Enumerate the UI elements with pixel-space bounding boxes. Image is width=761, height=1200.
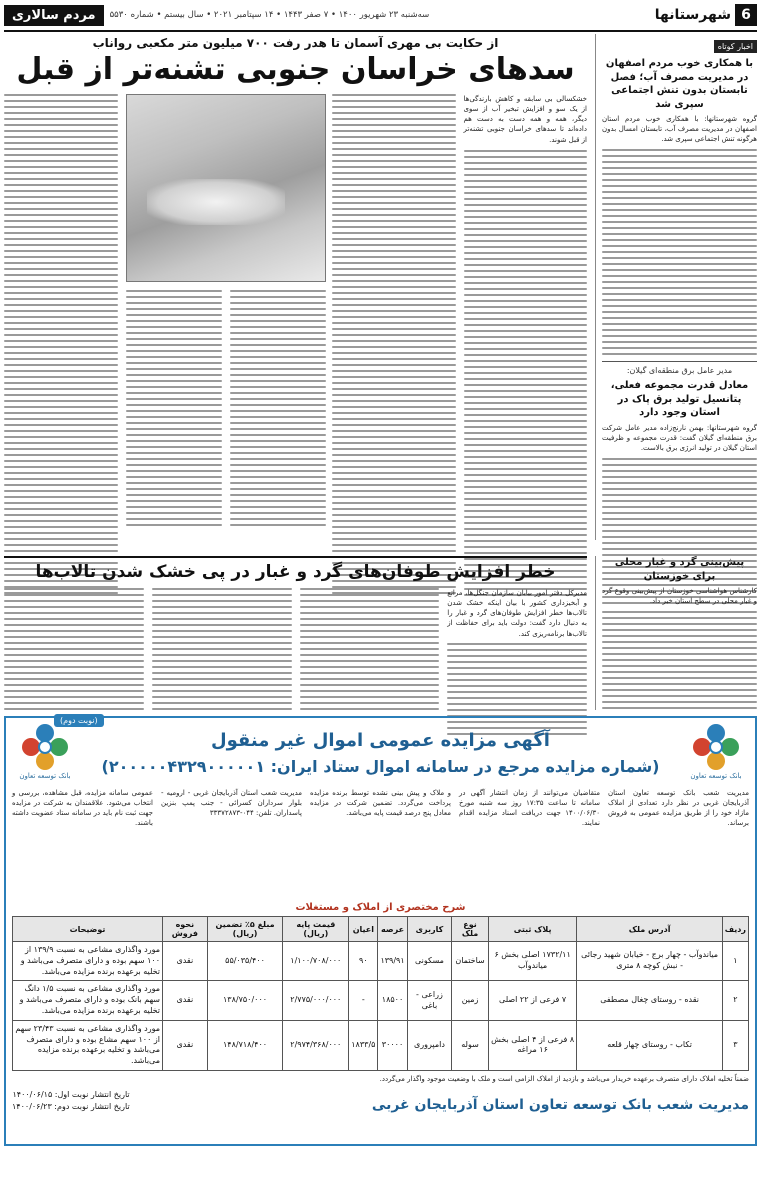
column-header: اعیان [349,917,378,942]
flower-icon [693,724,739,770]
property-table [12,916,749,1071]
news-sidebar-lower [595,556,757,710]
table-cell: ۸ فرعی از ۴ اصلی بخش ۱۶ مراغه [488,1020,577,1070]
article2-headline: خطر افزایش طوفان‌های گرد و غبار در پی خشک شدن تالاب‌ها [4,556,587,582]
column-header: عرصه [378,917,407,942]
table-row [13,1020,749,1070]
header-rule [4,30,757,32]
main-article [4,34,587,546]
table-header-row [13,917,749,942]
table-cell: نقدی [163,942,208,981]
ad-insertion-badge: (نوبت دوم) [54,714,104,727]
table-cell: ۲/۹۷۴/۳۶۸/۰۰۰ [283,1020,349,1070]
table-cell: نقده - روستای چغال مصطفی [577,981,722,1020]
table-cell: زمین [452,981,488,1020]
ad-text-columns [12,788,749,898]
sidebar-kicker: اخبار کوتاه [714,40,757,53]
ad-column: عمومی سامانه مزایده، قبل مشاهده، بررسی و انتخاب می‌شود. علاقمندان به شرکت در مزایده جهت ثبت نام باید در سامانه ستاد عضویت داشته باشند. [12,789,153,828]
table-cell: مسکونی [407,942,452,981]
article-column-left [4,94,118,594]
column-header: نحوه فروش [163,917,208,942]
column-header: پلاک ثبتی [488,917,577,942]
text-lines [602,149,757,355]
newspaper-logo: مردم سالاری [4,5,104,26]
table-cell: ۱/۱۰۰/۷۰۸/۰۰۰ [283,942,349,981]
table-cell: ۱۳۸/۷۵۰/۰۰۰ [207,981,283,1020]
section-title: شهرستانها [654,7,731,23]
table-cell: ۱۳۹/۹۱ [378,942,407,981]
article-column [464,94,588,596]
table-cell: ۵۵/۰۳۵/۴۰۰ [207,942,283,981]
ad-footnote: ضمناً تخلیه املاک دارای متصرف برعهده خریدار می‌باشد و بازدید از املاک الزامی است و ملک با وضعیت موجود واگذار می‌گردد. [379,1074,749,1083]
table-cell: ۳۰۰۰۰ [378,1020,407,1070]
table-cell: ۲ [722,981,748,1020]
ad-heading: آگهی مزایده عمومی اموال غیر منقول [211,730,550,751]
article-columns-below [126,290,326,526]
table-cell: دامپروری [407,1020,452,1070]
table-cell: تکاب - روستای چهار قلعه [577,1020,722,1070]
article-lede: خشکسالی بی سابقه و کاهش بارندگی‌ها از یک سو و افزایش تبخیر آب از سوی دیگر، همه و همه دست به دست هم داده‌اند تا سدهای خراسان جنوبی تشنه‌تر از قبل شوند. [463,95,587,144]
sidebar-headline-3: پیش‌بینی گرد و غبار محلی برای خوزستان [614,557,745,582]
ad-column: و ملاک و پیش بینی نشده توسط برنده مزایده پرداخت می‌گردد. تضمین شرکت در مزایده معادل پنج درصد قیمت پایه می‌باشد. [310,789,451,818]
ad-column: مدیریت شعب استان آذربایجان غربی - ارومیه - بلوار سرداران کسرائی - جنب پمپ بنزین پاسداران. تلفن: ۰۴۴-۳۳۳۷۲۸۷۳ [161,789,302,818]
article2-lede: مدیرکل دفتر امور بیابان سازمان جنگل‌ها، مراتع و آبخیزداری کشور با بیان اینکه خشک شدن تالاب‌ها خطر افزایش طوفان‌های گرد و غبار را به دنبال دارد گفت: دولت باید برای حفاظت از تالاب‌ها برنامه‌ریزی کند. [447,589,587,638]
article-columns-right [332,94,587,596]
column-header: قیمت پایه (ریال) [283,917,349,942]
first-publication-date: تاریخ انتشار نوبت اول: ۱۴۰۰/۰۶/۱۵ [12,1089,130,1099]
table-cell: ۱ [722,942,748,981]
issue-date: سه‌شنبه ۲۳ شهریور ۱۴۰۰ • ۷ صفر ۱۴۴۳ • ۱۴ سپتامبر ۲۰۲۱ • سال بیستم • شماره ۵۵۳۰ [109,10,430,20]
table-cell: ۷ فرعی از ۲۲ اصلی [488,981,577,1020]
article-column [332,94,456,596]
sidebar-headline-2: معادل قدرت مجموعه فعلی، پتانسیل تولید برق پاک در استان وجود دارد [610,380,749,419]
bank-logo [12,724,78,780]
table-cell: ساختمان [452,942,488,981]
table-cell: نقدی [163,1020,208,1070]
table-cell: سوله [452,1020,488,1070]
section-label [655,4,757,26]
table-cell: نقدی [163,981,208,1020]
table-row [13,942,749,981]
column-header: آدرس ملک [577,917,722,942]
bank-logo-caption: بانک توسعه تعاون [690,772,742,780]
sidebar-kicker-2: مدیر عامل برق منطقه‌ای گیلان: [626,366,733,376]
column-header: نوع ملک [452,917,488,942]
flower-icon [22,724,68,770]
publication-dates [12,1089,130,1113]
dust-storm-article [4,556,587,710]
property-table-title: شرح مختصری از املاک و مستغلات [295,902,466,913]
page-number: 6 [735,4,757,26]
table-cell: - [349,981,378,1020]
column-header: مبلغ ۵٪ تضمین (ریال) [207,917,283,942]
column-header: توضیحات [13,917,163,942]
table-cell: ۱۸۵۰۰ [378,981,407,1020]
table-cell: مورد واگذاری مشاعی به نسبت ۱۳۹/۹ از ۱۰۰ سهم بوده و دارای متصرف می‌باشد و تخلیه برعهده برنده مزایده می‌باشد. [13,942,163,981]
ad-column: متقاضیان می‌توانند از زمان انتشار آگهی در سامانه تا ساعت ۱۷:۳۵ روز سه شنبه مورخ ۱۴۰۰/۰۶/۳۰ جهت دریافت اسناد مزایده اقدام نمایند. [459,789,600,828]
table-cell: ۱۸۳۳/۵ [349,1020,378,1070]
column-header: کاربری [407,917,452,942]
ad-column: مدیریت شعب بانک توسعه تعاون استان آذربایجان غربی در نظر دارد تعدادی از املاک مازاد خود را از طریق مزایده عمومی به فروش برساند. [608,789,749,828]
sidebar-headline-1: با همکاری خوب مردم اصفهان در مدیریت مصرف آب؛ فصل تابستان بدون تنش اجتماعی سپری شد [605,58,754,110]
table-cell: ۳ [722,1020,748,1070]
article-photo [126,94,326,282]
page-header [4,2,757,28]
article-headline: سدهای خراسان جنوبی تشنه‌تر از قبل [16,52,575,87]
table-cell: میاندوآب - چهار برج - خیابان شهید رجائی - نبش کوچه ۸ متری [577,942,722,981]
table-cell: ۱۷۳۲/۱۱ اصلی بخش ۶ میاندوآب [488,942,577,981]
second-publication-date: تاریخ انتشار نوبت دوم: ۱۴۰۰/۰۶/۲۳ [12,1101,130,1111]
sidebar-body-2: گروه شهرستانها: بهمن نارنج‌زاده مدیر عامل شرکت برق منطقه‌ای گیلان گفت: قدرت مجموعه و ظرفیت استان گیلان در تولید انرژی برق بالاست. [602,423,757,453]
table-cell: زراعی - باغی [407,981,452,1020]
sidebar-body-3: کارشناس هواشناسی خوزستان از پیش‌بینی وقوع گرد و غبار محلی در سطح استان خبر داد. [602,587,757,606]
auction-advertisement [4,716,757,1146]
table-cell: مورد واگذاری مشاعی به نسبت ۱/۵ دانگ سهم بانک بوده و دارای متصرف می‌باشد و تخلیه برعهده برنده مزایده می‌باشد. [13,981,163,1020]
table-cell: مورد واگذاری مشاعی به نسبت ۲۳/۴۳ سهم از ۱۰۰ سهم مشاع بوده و دارای متصرف می‌باشد و تخلیه برعهده برنده مزایده می‌باشد. [13,1020,163,1070]
sidebar-body-1: گروه شهرستانها: با همکاری خوب مردم استان اصفهان در مدیریت مصرف آب، تابستان امسال بدون هرگونه تنش اجتماعی سپری شد. [602,115,757,144]
article-supertitle: از حکایت بی مهری آسمان تا هدر رفت ۷۰۰ میلیون متر مکعبی رواناب [92,36,499,50]
ad-signature: مدیریت شعب بانک توسعه تعاون استان آذربایجان غربی [371,1096,749,1113]
column-header: ردیف [722,917,748,942]
ad-subheading: (شماره مزایده مرجع در سامانه اموال ستاد ایران: ۲۰۰۰۰۰۴۳۲۹۰۰۰۰۰۱) [101,757,660,776]
table-cell: ۲/۷۷۵/۰۰۰/۰۰۰ [283,981,349,1020]
bank-logo [683,724,749,780]
table-cell: ۱۴۸/۷۱۸/۴۰۰ [207,1020,283,1070]
bank-logo-caption: بانک توسعه تعاون [19,772,71,780]
table-row [13,981,749,1020]
table-cell: ۹۰ [349,942,378,981]
news-sidebar [595,34,757,540]
